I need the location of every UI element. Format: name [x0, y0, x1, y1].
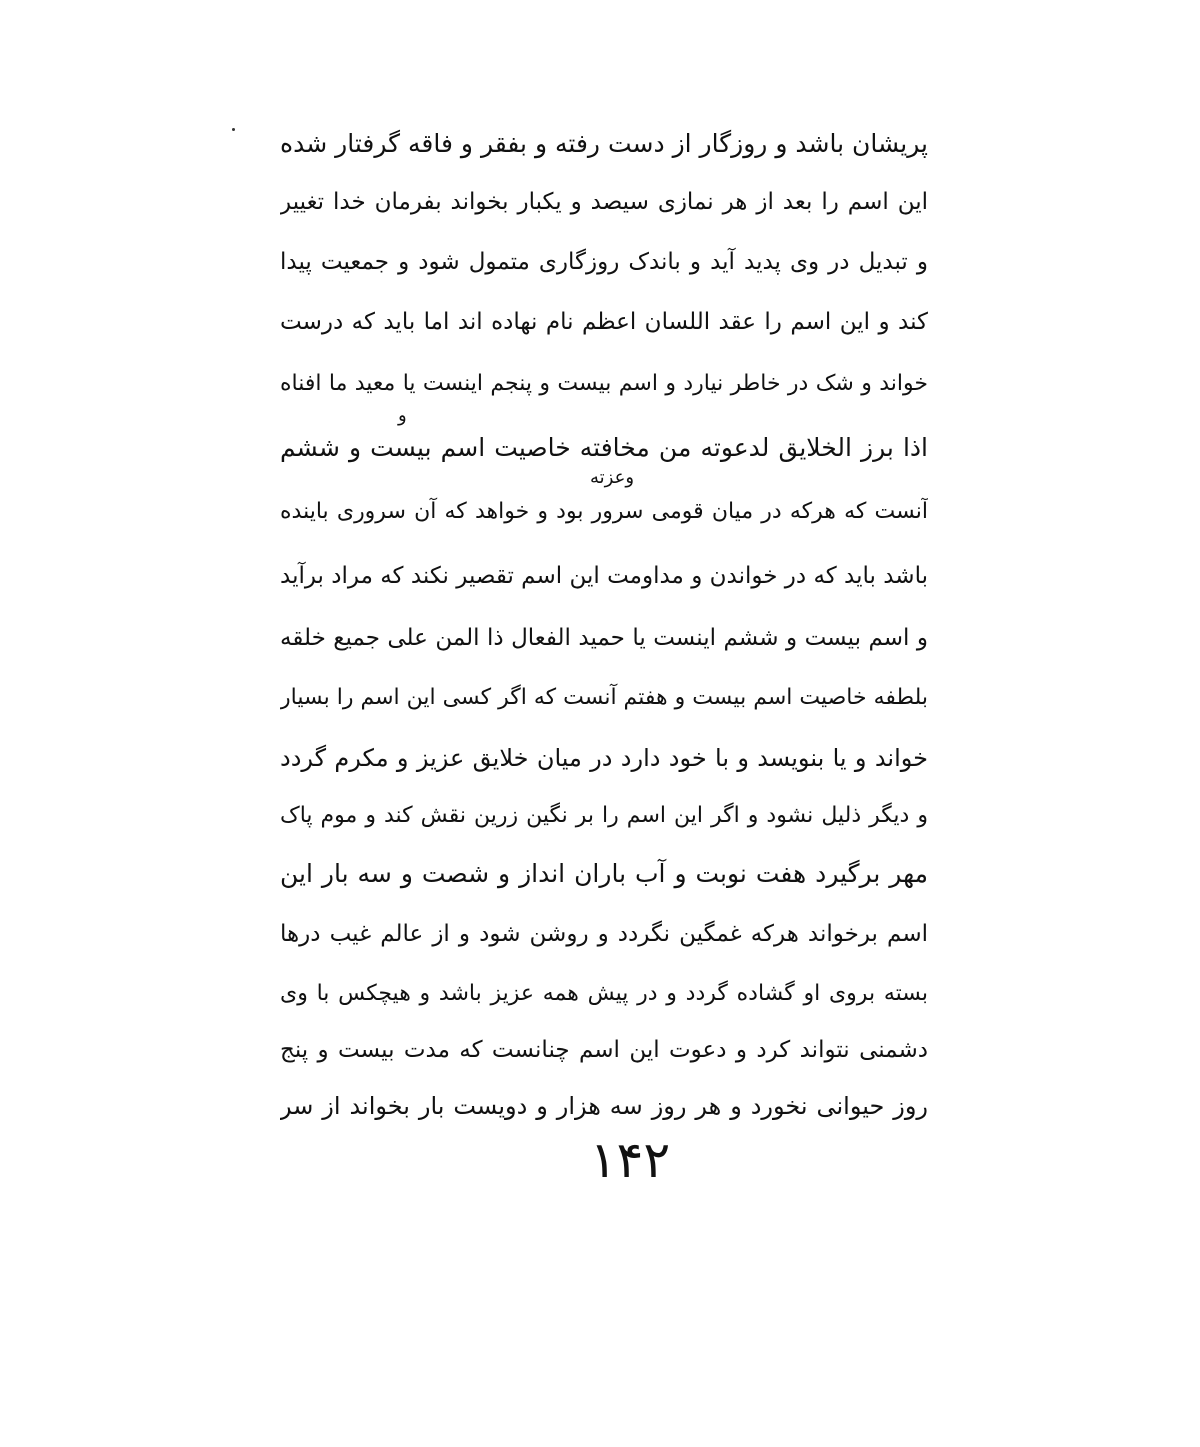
interlinear-note-2: وعزته — [590, 467, 635, 488]
manuscript-line-17: روز حیوانی نخورد و هر روز سه هزار و دویست بار بخواند از سر — [280, 1092, 928, 1120]
manuscript-line-12: و دیگر ذلیل نشود و اگر این اسم را بر نگین زرین نقش کند و موم پاک — [280, 803, 928, 828]
page-number: ۱۴۲ — [589, 1131, 671, 1189]
manuscript-line-1: پریشان باشد و روزگار از دست رفته و بفقر و فاقه گرفتار شده — [280, 129, 928, 158]
manuscript-line-3: و تبدیل در وی پدید آید و باندک روزگاری متمول شود و جمعیت پیدا — [280, 249, 928, 275]
manuscript-line-8: باشد باید که در خواندن و مداومت این اسم تقصیر نکند که مراد برآید — [280, 563, 928, 589]
interlinear-note-1: و — [398, 405, 407, 426]
ink-speck — [232, 128, 235, 131]
manuscript-line-14: اسم برخواند هرکه غمگین نگردد و روشن شود و از عالم غیب درها — [280, 921, 928, 947]
manuscript-line-16: دشمنی نتواند کرد و دعوت این اسم چنانست که مدت بیست و پنج — [280, 1037, 928, 1063]
manuscript-line-13: مهر برگیرد هفت نوبت و آب باران انداز و شصت و سه بار این — [280, 859, 928, 888]
manuscript-line-6: اذا برز الخلایق لدعوته من مخافته خاصیت اسم بیست و ششم — [280, 433, 928, 462]
manuscript-line-7: آنست که هرکه در میان قومی سرور بود و خواهد که آن سروری باینده — [280, 499, 928, 524]
manuscript-line-9: و اسم بیست و ششم اینست یا حمید الفعال ذا المن علی جمیع خلقه — [280, 625, 928, 651]
manuscript-text-block — [280, 118, 928, 1128]
manuscript-line-2: این اسم را بعد از هر نمازی سیصد و یکبار بخواند بفرمان خدا تغییر — [280, 189, 928, 215]
manuscript-line-5: خواند و شک در خاطر نیارد و اسم بیست و پنجم اینست یا معید ما افناه — [280, 371, 928, 396]
manuscript-line-11: خواند و یا بنویسد و با خود دارد در میان خلایق عزیز و مکرم گردد — [280, 744, 928, 772]
manuscript-line-10: بلطفه خاصیت اسم بیست و هفتم آنست که اگر کسی این اسم را بسیار — [280, 685, 928, 710]
manuscript-line-15: بسته بروی او گشاده گردد و در پیش همه عزیز باشد و هیچکس با وی — [280, 981, 928, 1006]
manuscript-line-4: کند و این اسم را عقد اللسان اعظم نام نهاده اند اما باید که درست — [280, 309, 928, 335]
